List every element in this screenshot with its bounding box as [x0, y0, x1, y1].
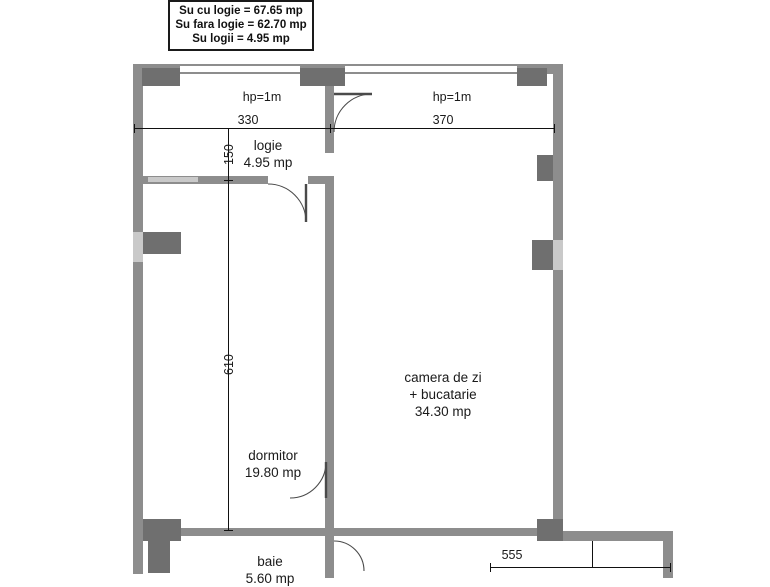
room-area-camera-de-zi: 34.30 mp: [414, 404, 472, 419]
dim-tick-top-mid: [330, 124, 331, 133]
room-name-camera-de-zi: camera de zi: [404, 370, 482, 385]
room-area-baie: 5.60 mp: [245, 571, 295, 586]
dim-tick-top-left: [134, 124, 135, 133]
wall-baie-bottom-stub: [334, 528, 544, 536]
wall-baie-right: [325, 536, 334, 578]
wall-pier-top-left: [142, 68, 180, 86]
room-label-baie: [246, 553, 295, 587]
dim-tick-bottom-right-left: [490, 563, 491, 572]
wall-right-window: [553, 240, 563, 270]
area-legend-box: [168, 0, 314, 51]
wall-logie-window: [148, 177, 198, 182]
wall-pier-top-right: [517, 68, 547, 86]
dimension-label-left-upper: 150: [222, 144, 236, 165]
wall-left-window: [133, 232, 143, 262]
wall-pier-right-1: [537, 155, 553, 181]
dimension-line-bottom-right-tick: [592, 541, 593, 567]
room-label-dormitor: [245, 447, 301, 481]
room-area-dormitor: 19.80 mp: [244, 465, 302, 480]
dimension-line-top: [134, 128, 554, 129]
room-name-baie: baie: [257, 554, 283, 569]
dim-tick-left-upper-top: [224, 128, 233, 129]
room-label-camera-de-zi: [404, 369, 481, 420]
wall-bottom-right-return: [663, 531, 673, 578]
dimension-label-bottom-right: 555: [501, 548, 523, 562]
window-annotation-left: hp=1m: [242, 90, 282, 104]
legend-line-1: Su cu logie = 67.65 mp: [179, 5, 303, 17]
dim-tick-top-right: [554, 124, 555, 133]
wall-pier-left-bottom-2: [148, 541, 170, 573]
door-opening-logie: [268, 176, 308, 184]
wall-pier-right-2: [532, 240, 553, 270]
dimension-line-bottom-right: [490, 567, 670, 568]
wall-pier-right-3: [537, 519, 563, 541]
wall-pier-top-mid: [300, 68, 345, 86]
legend-line-2: Su fara logie = 62.70 mp: [175, 19, 307, 31]
window-band-top: [180, 66, 300, 72]
room-area-logie: 4.95 mp: [243, 155, 293, 170]
window-annotation-right: hp=1m: [432, 90, 472, 104]
window-band-top-right: [345, 66, 517, 72]
wall-left-exterior: [133, 64, 143, 574]
room-name-dormitor: dormitor: [248, 448, 298, 463]
wall-pier-left-window: [143, 232, 181, 254]
dimension-label-left-lower: 610: [222, 354, 236, 375]
wall-interior-vertical-2: [325, 176, 334, 536]
dim-tick-left-lower-bottom: [224, 530, 233, 531]
legend-line-3: Su logii = 4.95 mp: [192, 33, 290, 45]
room-label-logie: [244, 137, 293, 171]
dim-tick-left-upper-bottom: [224, 180, 233, 181]
room-name-logie: logie: [253, 138, 283, 153]
dimension-label-top-left: 330: [237, 113, 259, 127]
wall-bottom-right-exterior: [553, 531, 673, 541]
wall-right-exterior: [553, 64, 563, 541]
dim-tick-bottom-right-right: [670, 563, 671, 572]
wall-pier-left-bottom: [143, 519, 181, 541]
dimension-label-top-right: 370: [432, 113, 454, 127]
room-name-camera-de-zi-2: + bucatarie: [409, 387, 477, 402]
